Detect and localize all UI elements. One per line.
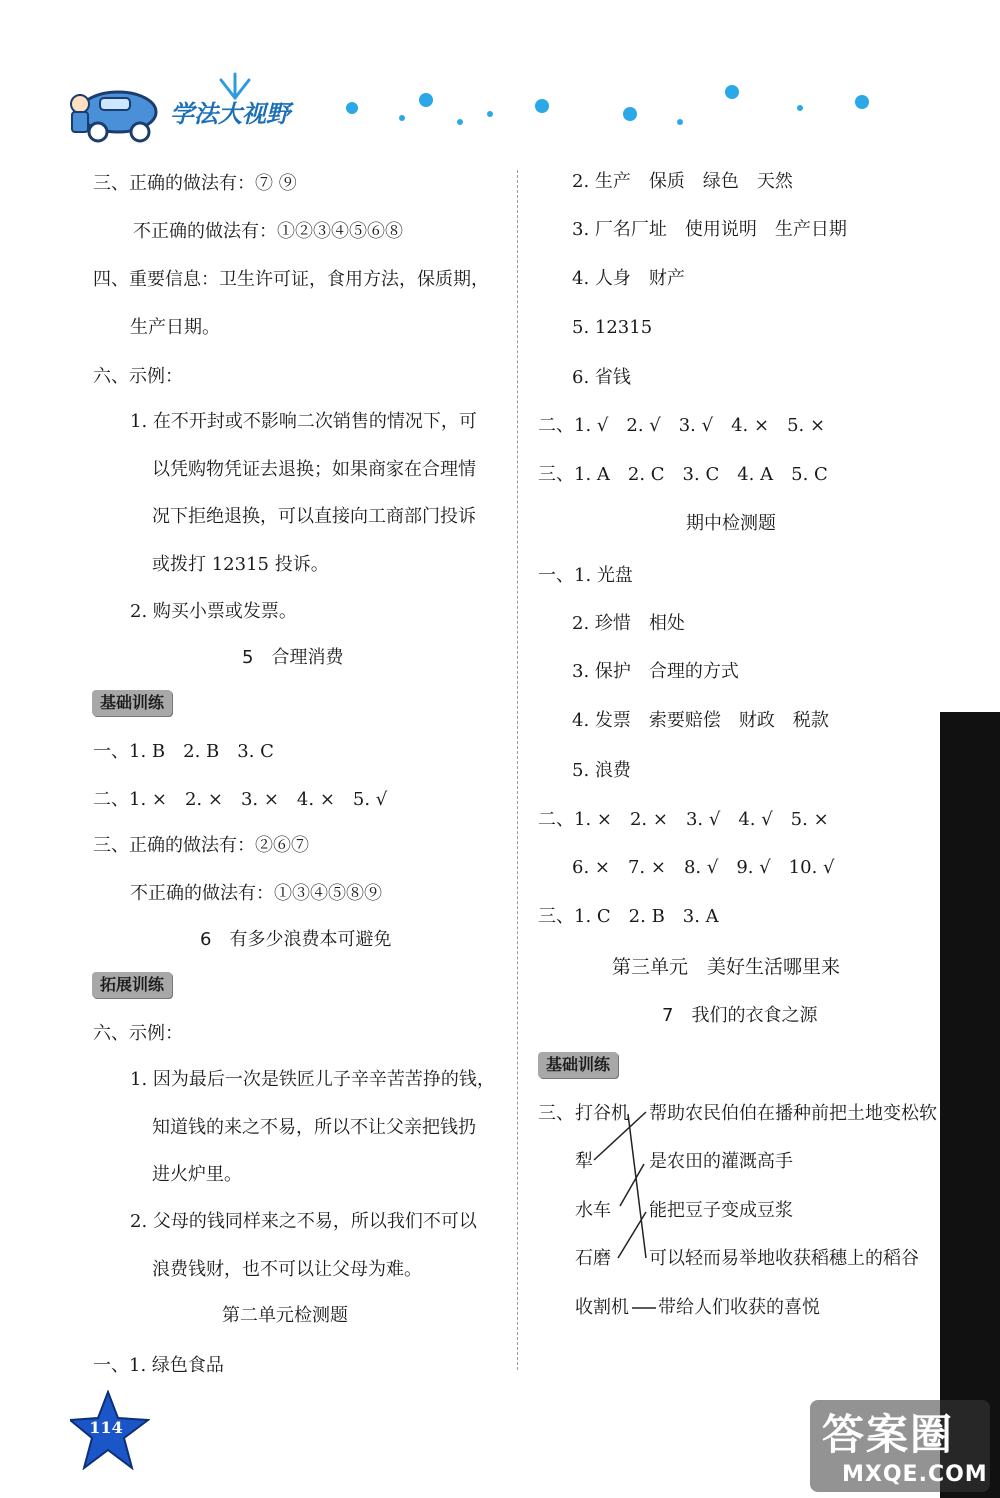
tag-basic-training: 基础训练 xyxy=(92,690,172,716)
right-line-10: 3. 保护 合理的方式 xyxy=(572,661,739,682)
left-line-18: 进火炉里。 xyxy=(152,1164,242,1185)
right-line-15: 三、1. C 2. B 3. A xyxy=(538,906,719,927)
left-line-21: 一、1. 绿色食品 xyxy=(93,1355,224,1376)
match-left-2: 犁 xyxy=(575,1151,593,1172)
match-right-2: 是农田的灌溉高手 xyxy=(649,1151,793,1172)
section-heading-unit2-test: 第二单元检测题 xyxy=(222,1305,348,1326)
left-line-19: 2. 父母的钱同样来之不易，所以我们不可以 xyxy=(130,1211,477,1232)
match-left-1: 打谷机 xyxy=(575,1103,629,1124)
right-line-8: 一、1. 光盘 xyxy=(538,565,633,586)
match-right-4: 可以轻而易举地收获稻穗上的稻谷 xyxy=(649,1248,919,1269)
match-right-5: 带给人们收获的喜悦 xyxy=(658,1297,820,1318)
page-number: 114 xyxy=(89,1418,123,1437)
right-line-12: 5. 浪费 xyxy=(572,760,631,781)
right-line-4: 5. 12315 xyxy=(572,317,653,338)
match-left-4: 石磨 xyxy=(575,1248,611,1269)
right-line-2: 3. 厂名厂址 使用说明 生产日期 xyxy=(572,219,847,240)
left-line-4: 生产日期。 xyxy=(130,317,220,338)
section-heading-6: 6 有多少浪费本可避免 xyxy=(200,929,392,950)
left-line-6: 1. 在不开封或不影响二次销售的情况下，可 xyxy=(130,411,477,432)
header-banner xyxy=(60,70,940,150)
right-edge-bar xyxy=(940,712,1000,1498)
match-right-1: 帮助农民伯伯在播种前把土地变松软 xyxy=(649,1103,937,1124)
right-line-7: 三、1. A 2. C 3. C 4. A 5. C xyxy=(538,464,828,485)
column-divider xyxy=(517,170,518,1370)
section-heading-unit3: 第三单元 美好生活哪里来 xyxy=(612,956,841,978)
match-left-5: 收割机 xyxy=(575,1297,629,1318)
left-line-10: 2. 购买小票或发票。 xyxy=(130,601,297,622)
tag-basic-training-2: 基础训练 xyxy=(538,1052,618,1078)
match-left-3: 水车 xyxy=(575,1200,611,1221)
left-line-20: 浪费钱财，也不可以让父母为难。 xyxy=(152,1259,422,1280)
left-line-2: 不正确的做法有：①②③④⑤⑥⑧ xyxy=(133,221,403,242)
section-heading-5: 5 合理消费 xyxy=(242,647,344,668)
section-heading-midterm: 期中检测题 xyxy=(686,513,776,534)
left-line-14: 不正确的做法有：①③④⑤⑧⑨ xyxy=(130,883,382,904)
left-line-17: 知道钱的来之不易，所以不让父亲把钱扔 xyxy=(152,1117,476,1138)
left-line-12: 二、1. × 2. × 3. × 4. × 5. √ xyxy=(93,789,388,810)
right-line-9: 2. 珍惜 相处 xyxy=(572,613,685,634)
right-line-14: 6. × 7. × 8. √ 9. √ 10. √ xyxy=(572,857,835,878)
snowflake-decoration-icon xyxy=(330,82,930,142)
right-line-5: 6. 省钱 xyxy=(572,367,631,388)
car-mascot-icon xyxy=(60,70,160,150)
right-line-13: 二、1. × 2. × 3. √ 4. √ 5. × xyxy=(538,809,829,830)
left-line-5: 六、示例： xyxy=(93,366,183,387)
match-prefix: 三、 xyxy=(538,1103,574,1124)
left-line-13: 三、正确的做法有：②⑥⑦ xyxy=(93,835,309,856)
match-right-3: 能把豆子变成豆浆 xyxy=(649,1200,793,1221)
left-line-8: 况下拒绝退换，可以直接向工商部门投诉 xyxy=(152,506,476,527)
right-line-3: 4. 人身 财产 xyxy=(572,268,685,289)
right-line-6: 二、1. √ 2. √ 3. √ 4. × 5. × xyxy=(538,415,826,436)
watermark-cn-text: 答案圈 xyxy=(822,1410,955,1459)
sun-rays-icon xyxy=(215,70,255,100)
section-heading-7: 7 我们的衣食之源 xyxy=(662,1005,818,1026)
logo-text: 学法大视野 xyxy=(170,100,290,128)
left-line-1: 三、正确的做法有：⑦ ⑨ xyxy=(93,173,297,194)
right-line-11: 4. 发票 索要赔偿 财政 税款 xyxy=(572,710,829,731)
match-connector-lines xyxy=(580,1100,700,1330)
left-line-11: 一、1. B 2. B 3. C xyxy=(93,741,274,762)
right-line-1: 2. 生产 保质 绿色 天然 xyxy=(572,171,793,192)
left-line-7: 以凭购物凭证去退换；如果商家在合理情 xyxy=(152,459,476,480)
left-line-15: 六、示例： xyxy=(93,1023,183,1044)
left-line-3: 四、重要信息：卫生许可证，食用方法，保质期， xyxy=(93,269,489,290)
left-line-9: 或拨打 12315 投诉。 xyxy=(152,554,329,575)
left-line-16: 1. 因为最后一次是铁匠儿子辛辛苦苦挣的钱， xyxy=(130,1069,495,1090)
tag-extended-training: 拓展训练 xyxy=(92,972,172,998)
watermark-en-text: MXQE.COM xyxy=(842,1462,988,1487)
